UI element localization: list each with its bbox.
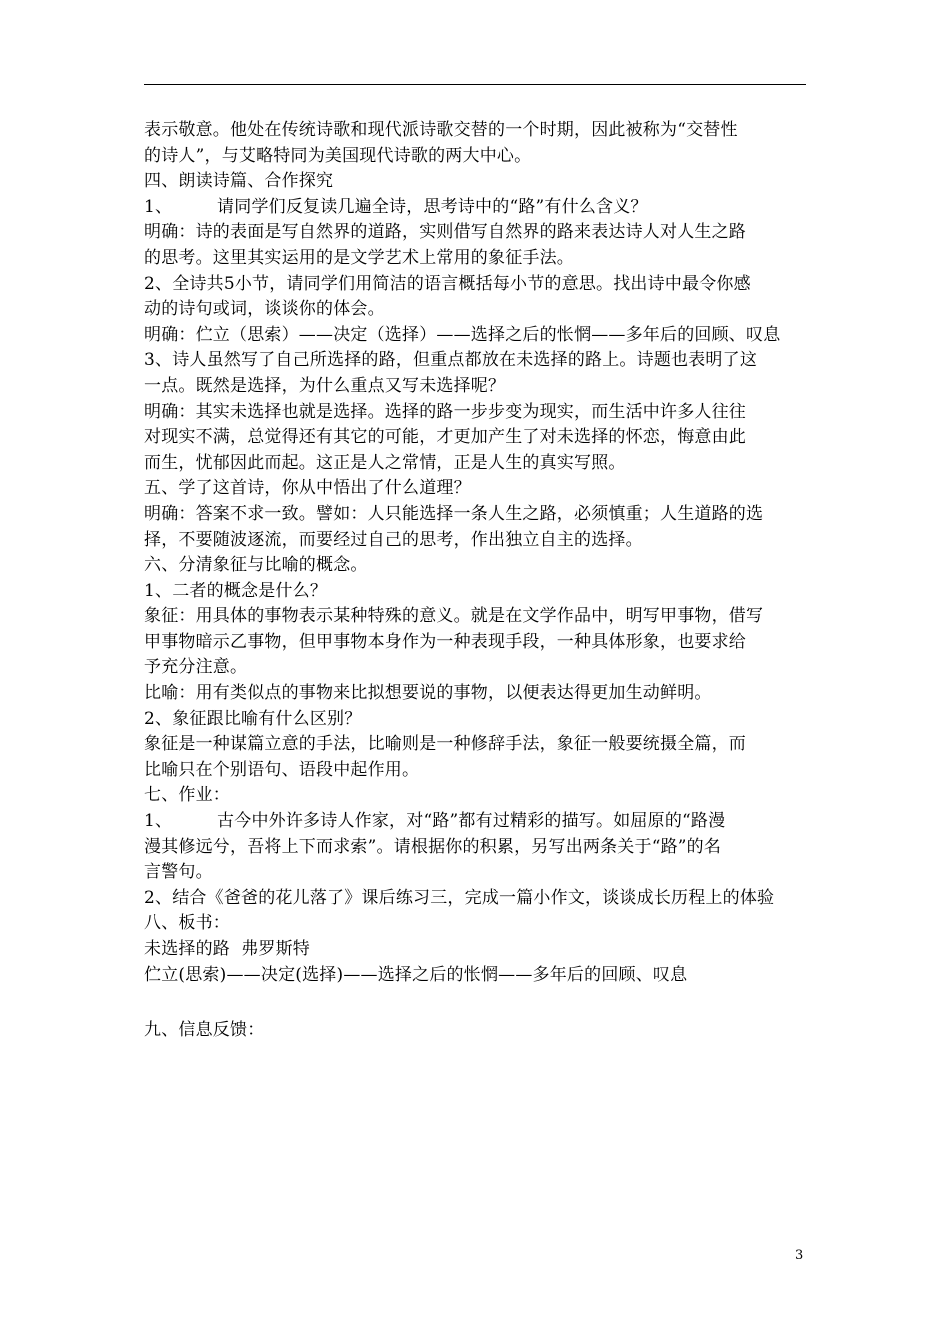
text-line: 明确：伫立（思索）——决定（选择）——选择之后的怅惘——多年后的回顾、叹息 [144, 324, 781, 345]
text-line: 予充分注意。 [144, 657, 248, 678]
text-line: 1、 请同学们反复读几遍全诗，思考诗中的“路”有什么含义？ [144, 196, 648, 217]
text-line: 未选择的路 弗罗斯特 [144, 939, 311, 959]
text-line: 动的诗句或词，谈谈你的体会。 [144, 299, 385, 320]
text-line: 比喻只在个别语句、语段中起作用。 [144, 759, 420, 780]
section-heading: 七、作业： [144, 785, 230, 806]
text-line: 2、结合《爸爸的花儿落了》课后练习三，完成一篇小作文，谈谈成长历程上的体验 [144, 887, 775, 908]
text-line: 1、 古今中外许多诗人作家，对“路”都有过精彩的描写。如屈原的“路漫 [144, 811, 726, 832]
text-line: 1、二者的概念是什么？ [144, 580, 328, 601]
text-line: 伫立(思索)——决定(选择)——选择之后的怅惘——多年后的回顾、叹息 [144, 964, 688, 985]
text-line: 2、象征跟比喻有什么区别？ [144, 708, 362, 729]
text-line: 3、诗人虽然写了自己所选择的路，但重点都放在未选择的路上。诗题也表明了这 [144, 350, 758, 371]
blank-line [144, 988, 809, 1018]
text-line: 漫其修远兮，吾将上下而求索”。请根据你的积累，另写出两条关于“路”的名 [144, 836, 722, 857]
page-number: 3 [795, 1248, 804, 1263]
text-line: 的思考。这里其实运用的是文学艺术上常用的象征手法。 [144, 247, 574, 268]
header-rule [144, 84, 806, 85]
text-line: 象征：用具体的事物表示某种特殊的意义。就是在文学作品中，明写甲事物，借写 [144, 606, 764, 627]
text-line: 的诗人”，与艾略特同为美国现代诗歌的两大中心。 [144, 145, 532, 166]
text-line: 明确：答案不求一致。譬如：人只能选择一条人生之路，必须慎重；人生道路的选 [144, 503, 764, 524]
text-line: 而生，忧郁因此而起。这正是人之常情，正是人生的真实写照。 [144, 452, 626, 473]
text-line: 2、全诗共5小节，请同学们用简洁的语言概括每小节的意思。找出诗中最令你感 [144, 273, 751, 294]
text-line: 甲事物暗示乙事物，但甲事物本身作为一种表现手段，一种具体形象，也要求给 [144, 631, 746, 652]
section-heading: 八、板书： [144, 913, 230, 934]
document-body [144, 118, 809, 1044]
text-line: 择，不要随波逐流，而要经过自己的思考，作出独立自主的选择。 [144, 529, 643, 550]
text-line: 象征是一种谋篇立意的手法，比喻则是一种修辞手法，象征一般要统摄全篇，而 [144, 734, 746, 755]
section-heading: 四、朗读诗篇、合作探究 [144, 171, 334, 192]
text-line: 对现实不满，总觉得还有其它的可能，才更加产生了对未选择的怀恋，悔意由此 [144, 427, 746, 448]
section-heading: 九、信息反馈： [144, 1020, 265, 1041]
section-heading: 五、学了这首诗，你从中悟出了什么道理？ [144, 478, 471, 499]
text-line: 明确：其实未选择也就是选择。选择的路一步步变为现实，而生活中许多人往往 [144, 401, 746, 422]
text-line: 明确：诗的表面是写自然界的道路，实则借写自然界的路来表达诗人对人生之路 [144, 222, 746, 243]
text-line: 表示敬意。他处在传统诗歌和现代派诗歌交替的一个时期，因此被称为“交替性 [144, 120, 738, 140]
text-line: 比喻：用有类似点的事物来比拟想要说的事物，以便表达得更加生动鲜明。 [144, 683, 712, 704]
section-heading: 六、分清象征与比喻的概念。 [144, 555, 368, 576]
text-line: 一点。既然是选择，为什么重点又写未选择呢？ [144, 375, 506, 396]
text-line: 言警句。 [144, 862, 213, 883]
